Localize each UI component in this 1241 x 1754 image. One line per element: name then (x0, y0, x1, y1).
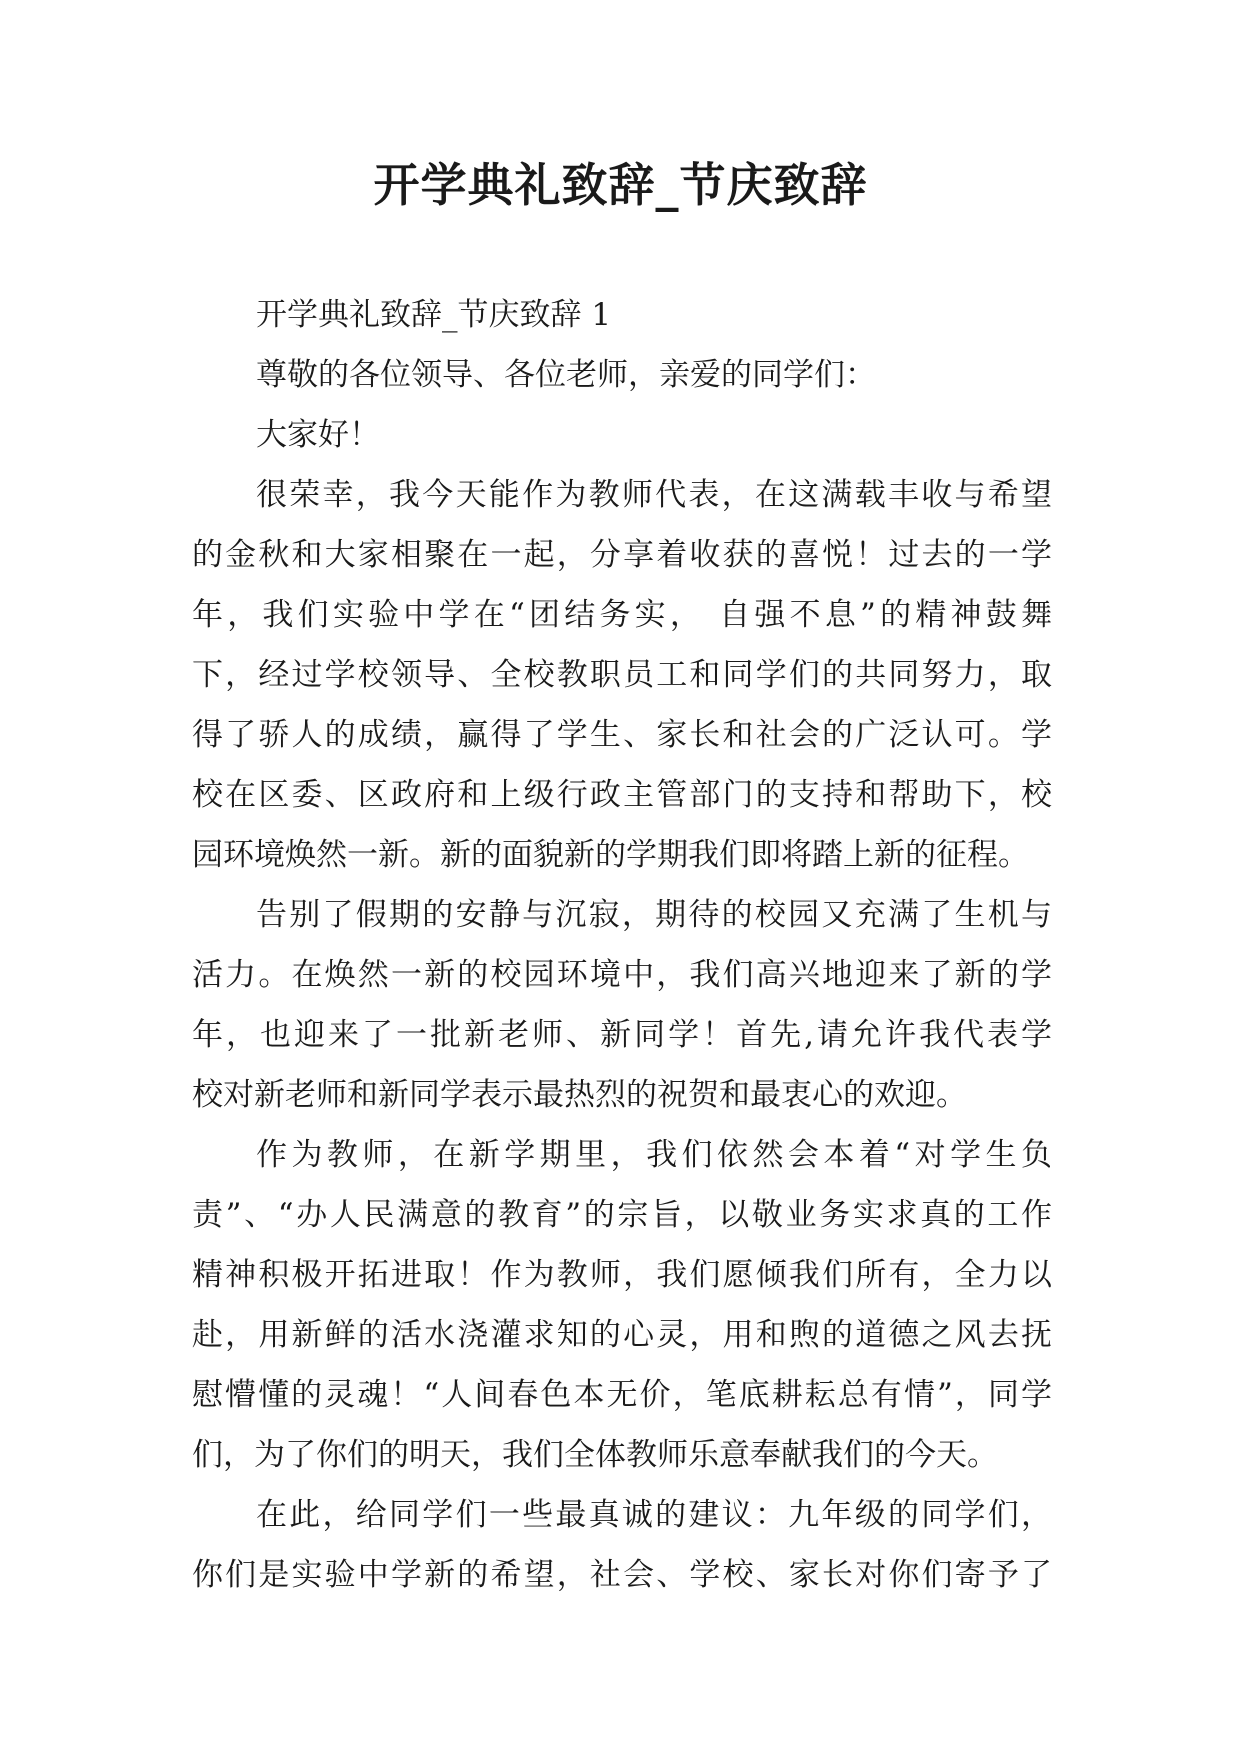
text-line: 得了骄人的成绩，赢得了学生、家长和社会的广泛认可。学 (192, 717, 1052, 753)
text-line: 责”、“办人民满意的教育”的宗旨，以敬业务实求真的工作 (192, 1197, 1052, 1233)
document-body (192, 285, 1052, 1605)
text-line: 年，也迎来了一批新老师、新同学！首先,请允许我代表学 (192, 1017, 1052, 1053)
text-line: 的金秋和大家相聚在一起，分享着收获的喜悦！过去的一学 (192, 537, 1052, 573)
text-line: 你们是实验中学新的希望，社会、学校、家长对你们寄予了 (192, 1557, 1052, 1593)
text-line: 开学典礼致辞_节庆致辞 1 (256, 297, 612, 333)
text-line: 大家好！ (256, 417, 380, 453)
text-line: 校在区委、区政府和上级行政主管部门的支持和帮助下，校 (192, 777, 1052, 813)
document-title: 开学典礼致辞_节庆致辞 (373, 158, 868, 212)
text-line: 活力。在焕然一新的校园环境中，我们高兴地迎来了新的学 (192, 957, 1052, 993)
text-line: 在此，给同学们一些最真诚的建议：九年级的同学们， (256, 1497, 1052, 1533)
text-line: 慰懵懂的灵魂！“人间春色本无价，笔底耕耘总有情”，同学 (192, 1377, 1052, 1413)
text-line: 校对新老师和新同学表示最热烈的祝贺和最衷心的欢迎。 (192, 1077, 967, 1113)
text-line: 园环境焕然一新。新的面貌新的学期我们即将踏上新的征程。 (192, 837, 1029, 873)
text-line: 下，经过学校领导、全校教职员工和同学们的共同努力，取 (192, 657, 1052, 693)
text-line: 精神积极开拓进取！作为教师，我们愿倾我们所有，全力以 (192, 1257, 1052, 1293)
text-line: 年，我们实验中学在“团结务实， 自强不息”的精神鼓舞 (192, 597, 1052, 633)
text-line: 很荣幸，我今天能作为教师代表，在这满载丰收与希望 (256, 477, 1052, 513)
text-line: 们，为了你们的明天，我们全体教师乐意奉献我们的今天。 (192, 1437, 998, 1473)
text-line: 赴，用新鲜的活水浇灌求知的心灵，用和煦的道德之风去抚 (192, 1317, 1052, 1353)
text-line: 告别了假期的安静与沉寂，期待的校园又充满了生机与 (256, 897, 1052, 933)
text-line: 作为教师，在新学期里，我们依然会本着“对学生负 (256, 1137, 1052, 1173)
text-line: 尊敬的各位领导、各位老师，亲爱的同学们： (256, 357, 876, 393)
